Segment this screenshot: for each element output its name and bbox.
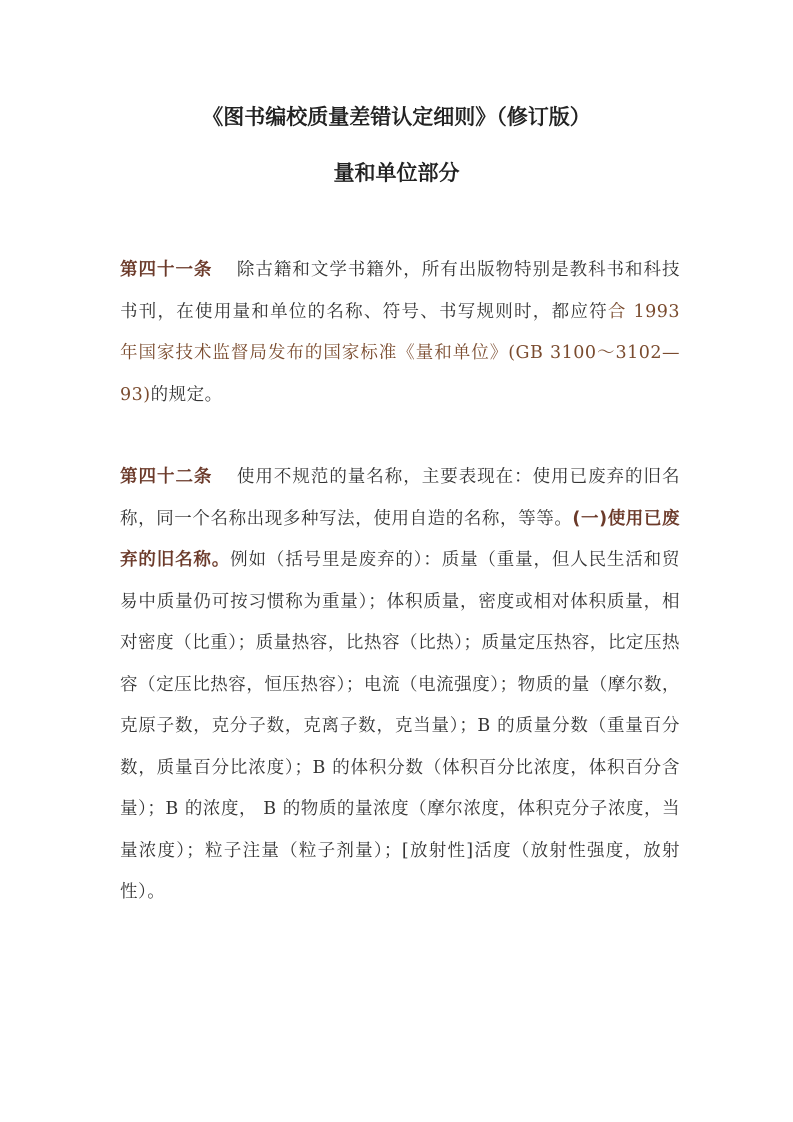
article-42-paragraph [120,457,680,914]
article-41-heading: 第四十一条 [120,260,213,280]
document-title: 《图书编校质量差错认定细则》（修订版） [202,105,591,129]
article-42-heading: 第四十二条 [120,467,213,487]
article-42-subtext: 例如（括号里是废弃的）：质量（重量，但人民生活和贸易中质量仍可按习惯称为重量）；体积质量，密度或相对体积质量，相对密度（比重）；质量热容，比热容（比热）；质量定压热容，比定压热容（定压比热容，恒压热容）；电流（电流强度）；物质的量（摩尔数，克原子数，克分子数，克离子数，克当量）；B 的质量分数（重量百分数，质量百分比浓度）；B 的体积分数（体积百分比浓度，体积百分含量）；B 的浓度， B 的物质的量浓度（摩尔浓度，体积克分子浓度，当量浓度）；粒子注量（粒子剂量）；[放射性]活度（放射性强度，放射性）。 [120,550,681,902]
article-42-text: 使用不规范的量名称，主要表现在：使用已废弃的旧名称，同一个名称出现多种写法，使用自造的名称，等等。 [120,467,681,529]
document-subtitle: 量和单位部分 [333,161,460,185]
article-41-standard-reference: 合 1993 年国家技术监督局发布的国家标准《量和单位》(GB 3100～3102—93) [120,301,681,405]
article-41-paragraph [120,250,680,416]
article-41-text: 除古籍和文学书籍外，所有出版物特别是教科书和科技书刊，在使用量和单位的名称、符号、书写规则时，都应符 [120,260,681,322]
article-41-text-end: 的规定。 [150,384,223,405]
article-42-subheading: (一)使用已废弃的旧名称。 [120,508,680,570]
